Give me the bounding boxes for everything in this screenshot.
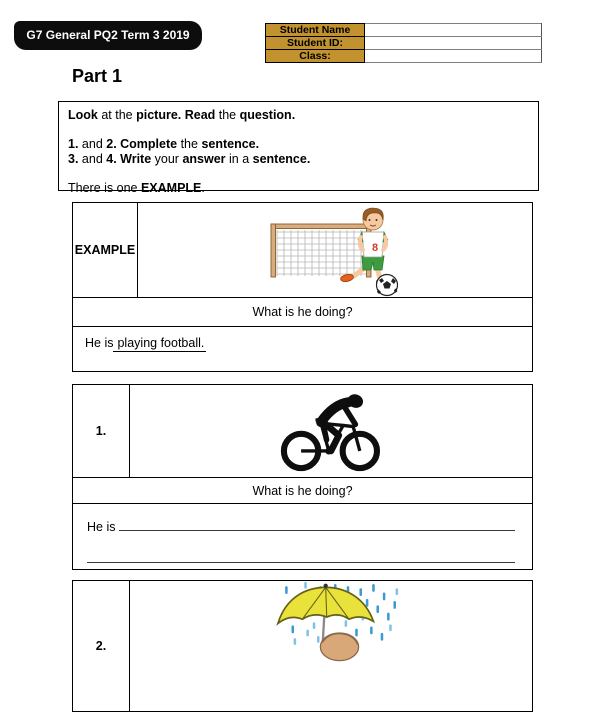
instruction-segment: 3.	[68, 152, 79, 166]
answer-prefix: He is	[87, 520, 116, 534]
example-block	[72, 202, 533, 372]
example-label: EXAMPLE	[73, 203, 138, 297]
instruction-segment: 1.	[68, 137, 79, 151]
instruction-segment: question.	[239, 108, 296, 122]
question-1-answer-row	[73, 503, 532, 569]
answer-prefix: He is	[85, 336, 114, 350]
umbrella-rain-image	[246, 581, 416, 701]
instructions-box	[58, 101, 539, 195]
question-text: What is he doing?	[252, 483, 353, 498]
instruction-segment: your	[151, 152, 183, 166]
cyclist-cell	[130, 385, 532, 477]
student-id-label: Student ID:	[266, 37, 365, 50]
instruction-segment: Look	[68, 108, 98, 122]
student-info-table	[265, 23, 542, 63]
instruction-segment: picture. Read	[136, 108, 216, 122]
student-id-field[interactable]	[365, 37, 542, 50]
boy-playing-football-image	[249, 204, 421, 296]
example-picture-row	[73, 203, 532, 297]
instruction-segment: at the	[97, 108, 137, 122]
umbrella-cell	[130, 581, 532, 711]
instruction-line-3	[68, 152, 529, 167]
answer-blank-line[interactable]	[119, 516, 515, 531]
instruction-segment: sentence.	[201, 137, 260, 151]
instruction-segment: and	[78, 152, 107, 166]
answer-line-1	[87, 516, 515, 534]
instruction-segment: sentence.	[252, 152, 311, 166]
student-name-field[interactable]	[365, 24, 542, 37]
instruction-segment: 2. Complete	[106, 137, 178, 151]
question-2-block	[72, 580, 533, 712]
instruction-segment: EXAMPLE	[140, 181, 202, 195]
question-2-picture-row	[73, 581, 532, 711]
table-row	[266, 37, 542, 50]
instruction-line-1	[68, 108, 529, 123]
instruction-line-2	[68, 137, 529, 152]
question-text: What is he doing?	[252, 305, 353, 319]
instruction-line-4	[68, 181, 529, 196]
table-row	[266, 24, 542, 37]
instruction-segment: the	[177, 137, 202, 151]
svg-text:8: 8	[372, 242, 379, 254]
question-1-number: 1.	[73, 385, 130, 477]
example-question-row	[73, 297, 532, 326]
instruction-segment: in a	[225, 152, 253, 166]
question-1-picture-row	[73, 385, 532, 477]
question-2-number: 2.	[73, 581, 130, 711]
question-1-question-row	[73, 477, 532, 503]
table-row	[266, 50, 542, 63]
instruction-segment: the	[215, 108, 240, 122]
instruction-segment: .	[201, 181, 205, 195]
class-field[interactable]	[365, 50, 542, 63]
football-scene-cell	[138, 203, 532, 297]
answer-blank-line[interactable]	[87, 548, 515, 563]
example-answer-text: playing football.	[113, 336, 206, 352]
instruction-segment: There is one	[68, 181, 141, 195]
question-1-block	[72, 384, 533, 570]
cyclist-silhouette-image	[275, 390, 387, 472]
instruction-segment: 4. Write	[106, 152, 152, 166]
page-title: Part 1	[72, 66, 123, 86]
instruction-segment: answer	[182, 152, 226, 166]
example-answer-row	[73, 326, 532, 371]
exam-title-badge: G7 General PQ2 Term 3 2019	[14, 21, 202, 50]
student-name-label: Student Name	[266, 24, 365, 37]
class-label: Class:	[266, 50, 365, 63]
instruction-segment: and	[78, 137, 107, 151]
